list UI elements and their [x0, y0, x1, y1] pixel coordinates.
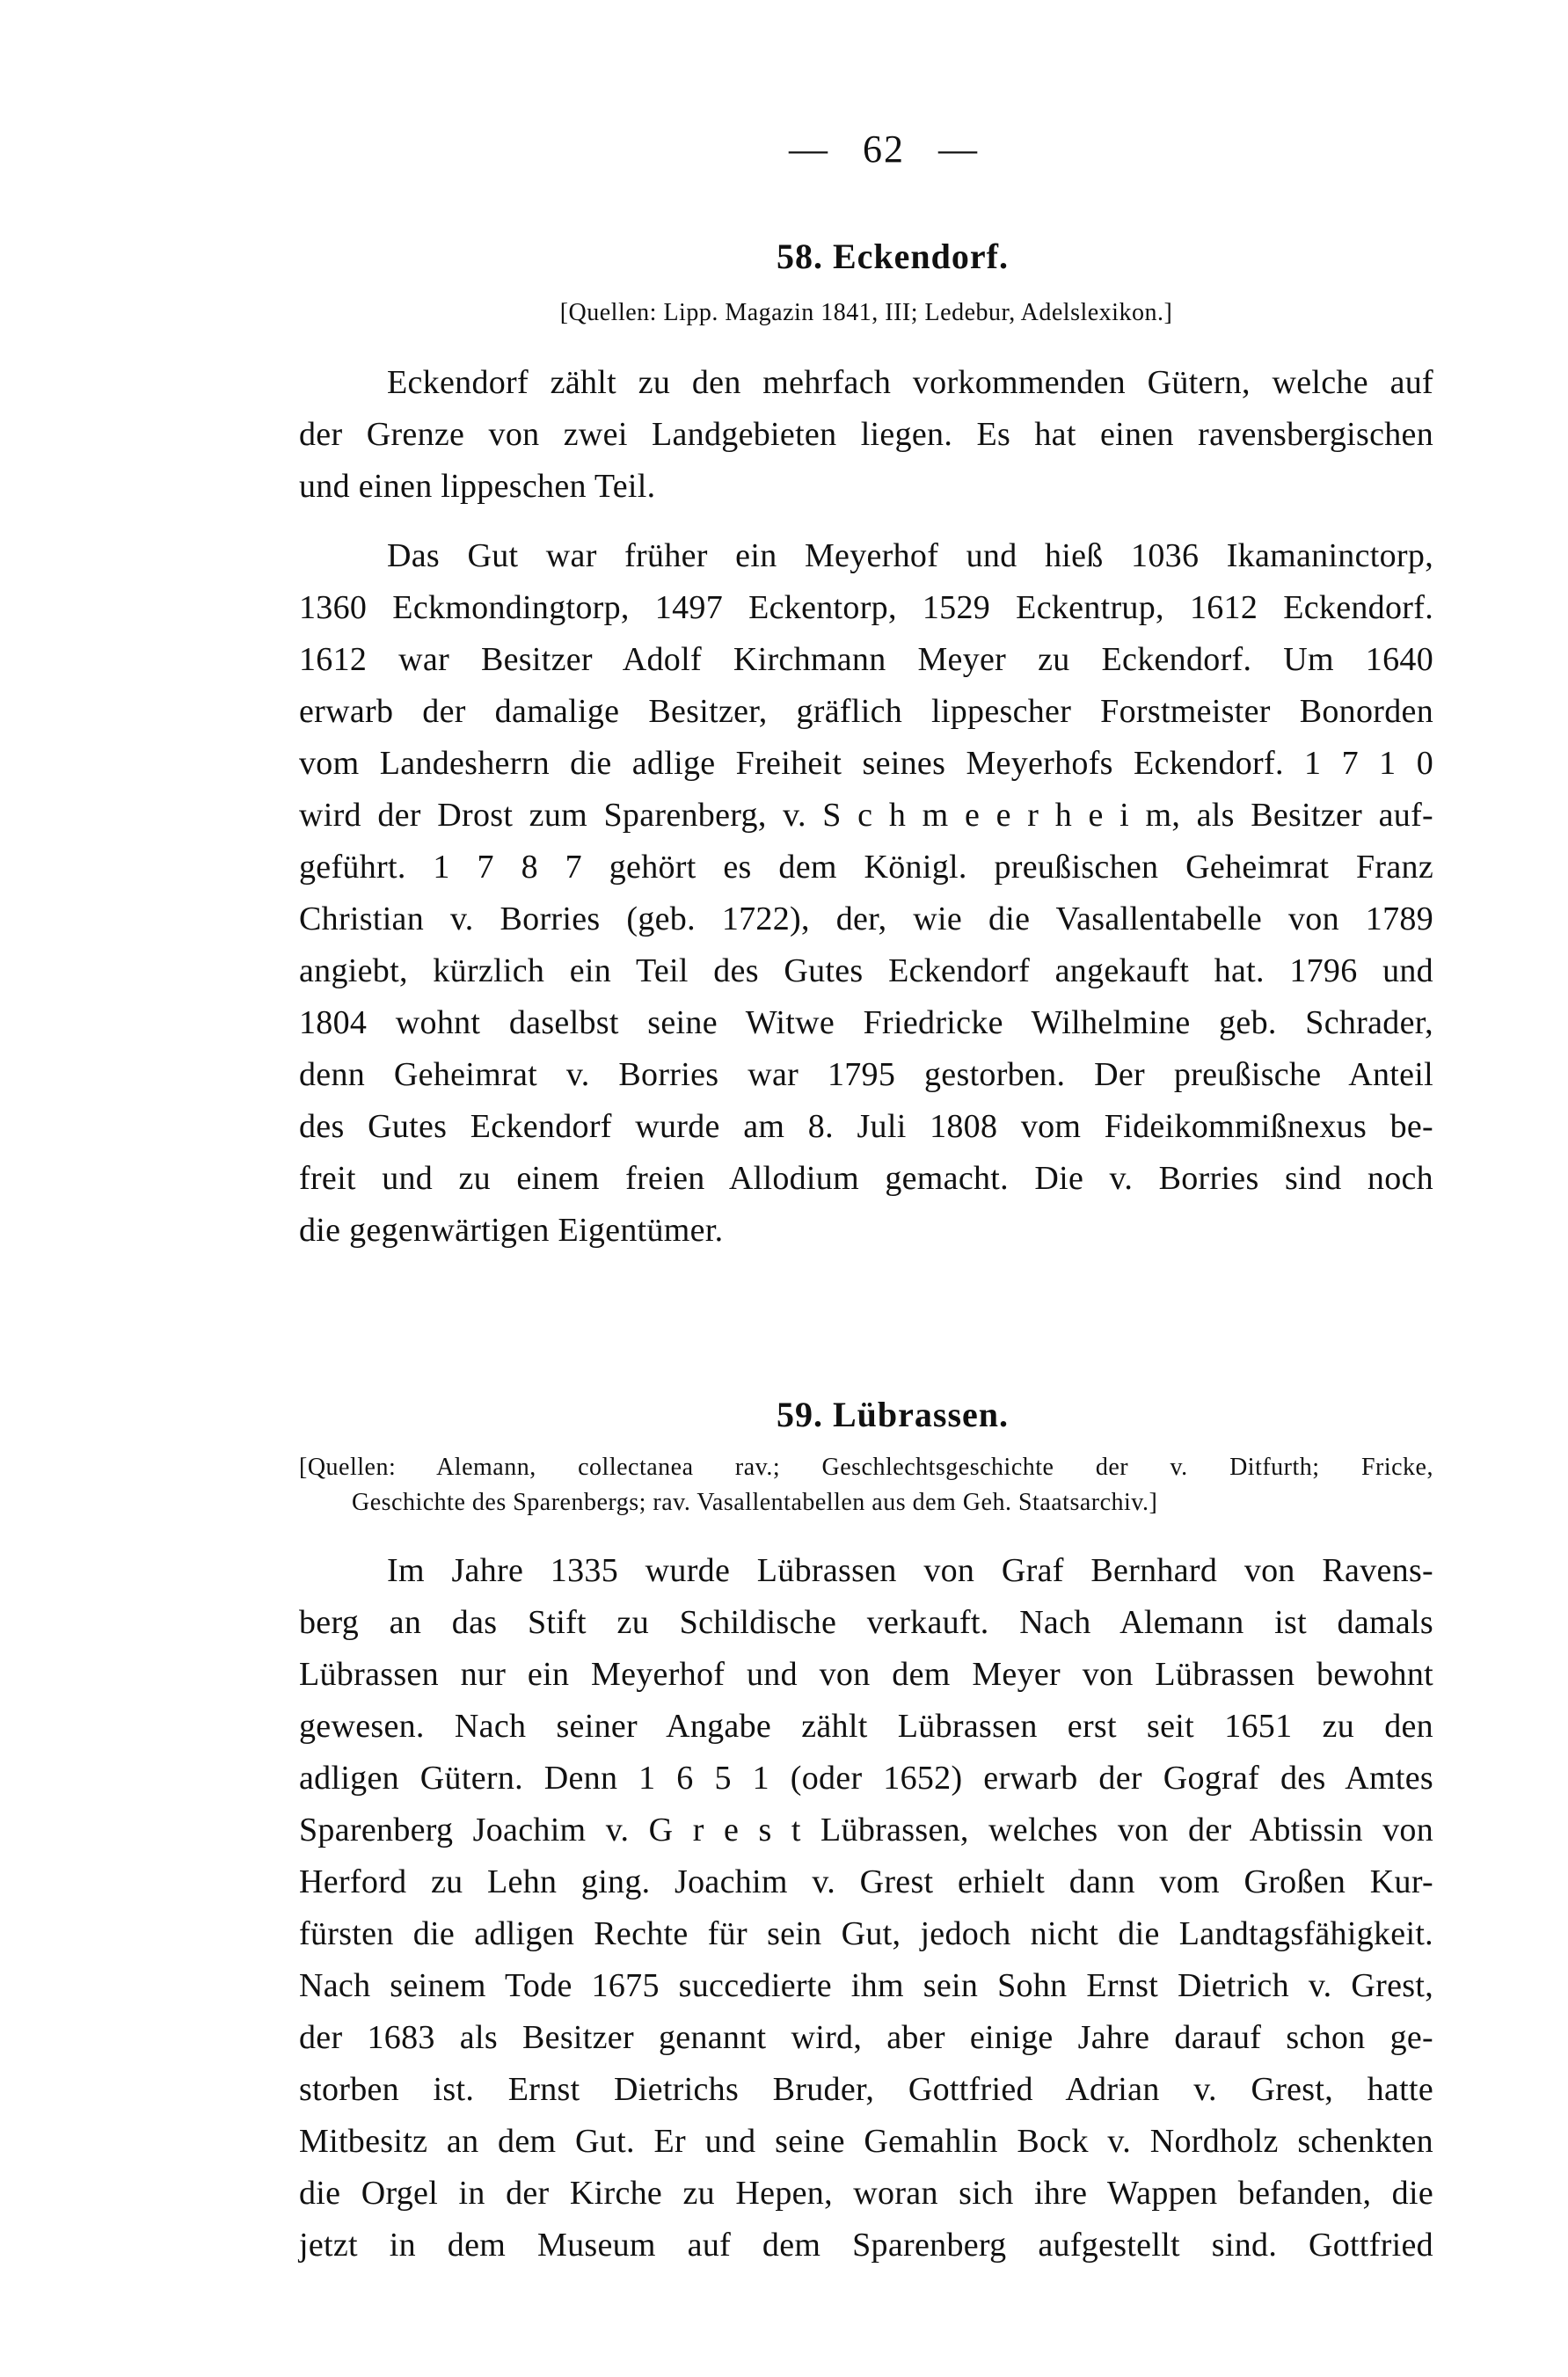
text-line: und einen lippeschen Teil.	[299, 468, 656, 505]
text-line: Nach seinem Tode 1675 succedierte ihm sein Sohn Ernst Dietrich v. Grest,	[299, 1967, 1433, 2004]
text-line: gewesen. Nach seiner Angabe zählt Lübrassen erst seit 1651 zu den	[299, 1708, 1433, 1745]
section-title-luebrassen: 59. Lübrassen.	[776, 1395, 1010, 1434]
text-line: geführt. 1 7 8 7 gehört es dem Königl. preußischen Geheimrat Franz	[299, 849, 1433, 886]
paragraph	[299, 357, 1433, 513]
text-line: fürsten die adligen Rechte für sein Gut, jedoch nicht die Landtagsfähigkeit.	[299, 1915, 1433, 1952]
text-line: Im Jahre 1335 wurde Lübrassen von Graf Bernhard von Ravens-	[387, 1552, 1433, 1589]
text-line: storben ist. Ernst Dietrichs Bruder, Gottfried Adrian v. Grest, hatte	[299, 2071, 1433, 2108]
text-line: adligen Gütern. Denn 1 6 5 1 (oder 1652) erwarb der Gograf des Amtes	[299, 1760, 1433, 1797]
text-line: Das Gut war früher ein Meyerhof und hieß 1036 Ikamaninctorp,	[387, 537, 1433, 574]
text-line: 1804 wohnt daselbst seine Witwe Friedricke Wilhelmine geb. Schrader,	[299, 1004, 1433, 1041]
text-line: denn Geheimrat v. Borries war 1795 gestorben. Der preußische Anteil	[299, 1056, 1433, 1093]
dash-left: —	[789, 128, 829, 171]
paragraph	[299, 530, 1433, 1257]
section-sources-luebrassen	[299, 1450, 1433, 1520]
text-line: Christian v. Borries (geb. 1722), der, wie die Vasallentabelle von 1789	[299, 900, 1433, 937]
page-number: 62	[863, 128, 905, 171]
dash-right: —	[938, 128, 979, 171]
text-line: die gegenwärtigen Eigentümer.	[299, 1212, 724, 1249]
text-line: angiebt, kürzlich ein Teil des Gutes Eckendorf angekauft hat. 1796 und	[299, 952, 1433, 989]
text-line: des Gutes Eckendorf wurde am 8. Juli 1808 vom Fideikommißnexus be-	[299, 1108, 1433, 1145]
text-line: Lübrassen nur ein Meyerhof und von dem Meyer von Lübrassen bewohnt	[299, 1656, 1433, 1693]
paragraph	[299, 1545, 1433, 2271]
text-line: Sparenberg Joachim v. G r e s t Lübrassen, welches von der Abtissin von	[299, 1812, 1433, 1848]
text-line: Herford zu Lehn ging. Joachim v. Grest erhielt dann vom Großen Kur-	[299, 1863, 1433, 1900]
text-line: 1612 war Besitzer Adolf Kirchmann Meyer zu Eckendorf. Um 1640	[299, 641, 1433, 678]
text-line: jetzt in dem Museum auf dem Sparenberg aufgestellt sind. Gottfried	[299, 2227, 1433, 2264]
text-line: der Grenze von zwei Landgebieten liegen. Es hat einen ravensbergischen	[299, 416, 1433, 453]
text-line: Eckendorf zählt zu den mehrfach vorkommenden Gütern, welche auf	[387, 364, 1433, 401]
text-line: vom Landesherrn die adlige Freiheit seines Meyerhofs Eckendorf. 1 7 1 0	[299, 745, 1433, 782]
section-sources-eckendorf: [Quellen: Lipp. Magazin 1841, III; Ledebur, Adelslexikon.]	[559, 299, 1173, 326]
book-page	[299, 123, 1433, 2271]
page-number-header	[334, 123, 1433, 176]
text-line: die Orgel in der Kirche zu Hepen, woran sich ihre Wappen befanden, die	[299, 2175, 1433, 2212]
sources-line: Geschichte des Sparenbergs; rav. Vasallentabellen aus dem Geh. Staatsarchiv.]	[352, 1489, 1158, 1516]
text-line: 1360 Eckmondingtorp, 1497 Eckentorp, 1529 Eckentrup, 1612 Eckendorf.	[299, 589, 1433, 626]
text-line: erwarb der damalige Besitzer, gräflich lippescher Forstmeister Bonorden	[299, 693, 1433, 730]
sources-line: [Quellen: Alemann, collectanea rav.; Geschlechtsgeschichte der v. Ditfurth; Fricke,	[299, 1454, 1433, 1481]
section-title-eckendorf: 58. Eckendorf.	[777, 237, 1009, 276]
text-line: berg an das Stift zu Schildische verkauft. Nach Alemann ist damals	[299, 1604, 1433, 1641]
text-line: wird der Drost zum Sparenberg, v. S c h m e e r h e i m, als Besitzer auf-	[299, 797, 1433, 834]
text-line: der 1683 als Besitzer genannt wird, aber einige Jahre darauf schon ge-	[299, 2019, 1433, 2056]
text-line: Mitbesitz an dem Gut. Er und seine Gemahlin Bock v. Nordholz schenkten	[299, 2123, 1433, 2160]
text-line: freit und zu einem freien Allodium gemacht. Die v. Borries sind noch	[299, 1160, 1433, 1197]
